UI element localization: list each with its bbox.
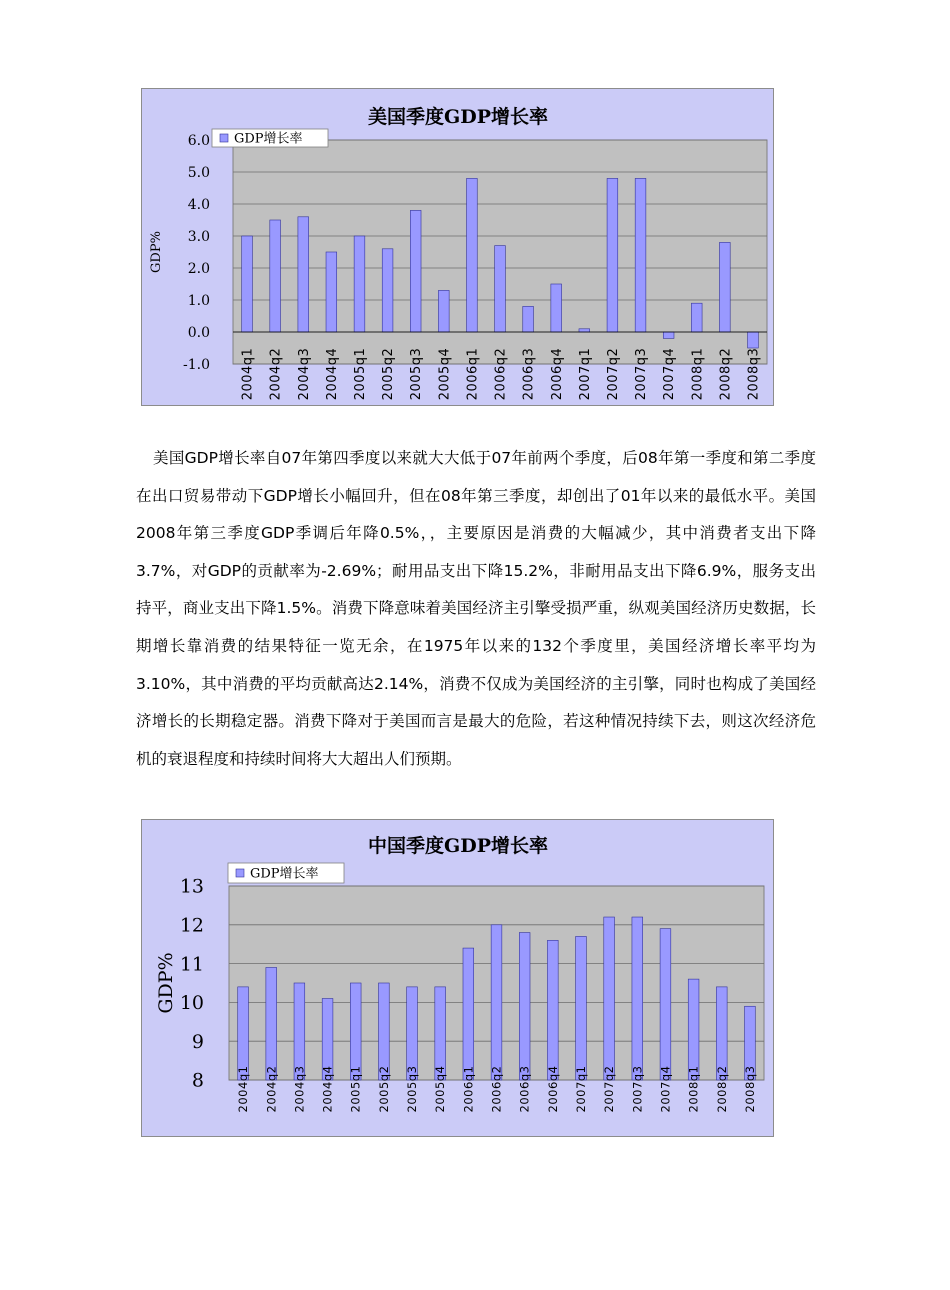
us-x-tick-label: 2007q1 (577, 347, 593, 401)
cn-bar (604, 917, 615, 1080)
us-bar (691, 303, 702, 332)
us-x-tick-label: 2006q1 (465, 347, 481, 401)
cn-x-tick-label: 2008q2 (714, 1065, 729, 1113)
cn-x-tick-label: 2004q2 (264, 1065, 279, 1113)
us-y-tick-label: 5.0 (187, 164, 210, 181)
cn-chart-title: 中国季度GDP增长率 (368, 835, 548, 857)
us-x-tick-label: 2006q3 (521, 347, 537, 401)
us-bar (495, 246, 506, 332)
us-x-tick-label: 2005q2 (381, 347, 397, 401)
us-chart-title: 美国季度GDP增长率 (368, 106, 548, 128)
cn-x-tick-label: 2005q4 (433, 1065, 448, 1113)
us-x-tick-label: 2008q3 (746, 347, 762, 401)
us-y-tick-label: 6.0 (187, 132, 210, 149)
us-bar (748, 332, 759, 348)
cn-x-tick-label: 2005q1 (348, 1065, 363, 1113)
cn-x-tick-label: 2006q2 (489, 1065, 504, 1113)
us-y-tick-label: 4.0 (187, 196, 210, 213)
us-x-tick-label: 2007q2 (605, 347, 621, 401)
us-x-tick-label: 2005q4 (437, 347, 453, 401)
us-y-axis-label: GDP% (149, 231, 164, 273)
us-bar (410, 210, 421, 332)
cn-x-tick-label: 2005q2 (376, 1065, 391, 1113)
cn-bar (688, 979, 699, 1080)
cn-bar (547, 940, 558, 1080)
cn-y-tick-label: 8 (191, 1069, 204, 1092)
cn-x-tick-label: 2006q1 (461, 1065, 476, 1113)
us-bar (579, 329, 590, 332)
cn-y-axis-label: GDP% (155, 952, 177, 1014)
us-bar (663, 332, 674, 338)
us-bar (298, 217, 309, 332)
us-y-tick-label: -1.0 (183, 356, 210, 373)
cn-y-tick-label: 12 (179, 914, 204, 937)
us-x-tick-label: 2008q1 (690, 347, 706, 401)
us-bar (242, 236, 253, 332)
us-x-tick-label: 2004q3 (296, 347, 312, 401)
us-y-tick-label: 0.0 (187, 324, 210, 341)
cn-x-tick-label: 2006q4 (545, 1065, 560, 1113)
cn-x-tick-label: 2004q4 (320, 1065, 335, 1113)
body-paragraph: 美国GDP增长率自07年第四季度以来就大大低于07年前两个季度，后08年第一季度和第二季度在出口贸易带动下GDP增长小幅回升，但在08年第三季度，却创出了01年以来的最低水平。美国2008年第三季度GDP季调后年降0.5%，，主要原因是消费的大幅减少，其中消费者支出下降3.7%，对GDP的贡献率为-2.69%；耐用品支出下降15.2%，非耐用品支出下降6.9%，服务支出持平，商业支出下降1.5%。消费下降意味着美国经济主引擎受损严重，纵观美国经济历史数据，长期增长靠消费的结果特征一览无余，在1975年以来的132个季度里，美国经济增长率平均为3.10%，其中消费的平均贡献高达2.14%，消费不仅成为美国经济的主引擎，同时也构成了美国经济增长的长期稳定器。消费下降对于美国而言是最大的危险，若这种情况持续下去，则这次经济危机的衰退程度和持续时间将大大超出人们预期。 (136, 449, 816, 768)
us-x-tick-label: 2006q2 (493, 347, 509, 401)
us-x-tick-label: 2004q1 (240, 347, 256, 401)
china-gdp-chart (141, 819, 774, 1137)
us-legend-swatch (220, 134, 228, 142)
cn-bar (519, 933, 530, 1080)
cn-bar (350, 983, 361, 1080)
cn-chart-svg (142, 820, 775, 1138)
cn-x-tick-label: 2006q3 (517, 1065, 532, 1113)
cn-legend-label: GDP增长率 (250, 866, 319, 882)
cn-x-tick-label: 2005q3 (405, 1065, 420, 1113)
cn-x-tick-label: 2004q1 (236, 1065, 251, 1113)
us-legend-label: GDP增长率 (234, 131, 303, 147)
cn-bar (294, 983, 305, 1080)
us-bar (438, 290, 449, 332)
cn-bar (660, 929, 671, 1080)
us-x-tick-label: 2006q4 (549, 347, 565, 401)
cn-bar (463, 948, 474, 1080)
us-bar (635, 178, 646, 332)
cn-bar (266, 967, 277, 1080)
us-bar (720, 242, 731, 332)
cn-bar (491, 925, 502, 1080)
cn-bar (379, 983, 390, 1080)
us-y-tick-label: 3.0 (187, 228, 210, 245)
cn-bar (576, 936, 587, 1080)
us-x-tick-label: 2007q4 (662, 347, 678, 401)
cn-bar (632, 917, 643, 1080)
cn-x-tick-label: 2004q3 (292, 1065, 307, 1113)
us-bar (326, 252, 337, 332)
us-bar (607, 178, 618, 332)
us-x-tick-label: 2007q3 (634, 347, 650, 401)
us-bar (354, 236, 365, 332)
us-gdp-chart (141, 88, 774, 406)
us-bar (382, 249, 393, 332)
us-x-tick-label: 2008q2 (718, 347, 734, 401)
us-bar (270, 220, 281, 332)
us-bar (551, 284, 562, 332)
us-x-tick-label: 2004q2 (268, 347, 284, 401)
cn-x-tick-label: 2007q1 (573, 1065, 588, 1113)
us-x-tick-label: 2005q3 (409, 347, 425, 401)
cn-x-tick-label: 2007q2 (602, 1065, 617, 1113)
us-x-tick-label: 2005q1 (353, 347, 369, 401)
cn-x-tick-label: 2007q3 (630, 1065, 645, 1113)
cn-y-tick-label: 10 (179, 992, 204, 1015)
cn-x-tick-label: 2008q1 (686, 1065, 701, 1113)
cn-y-tick-label: 11 (179, 953, 204, 976)
us-y-tick-label: 1.0 (187, 292, 210, 309)
cn-legend-swatch (236, 869, 244, 877)
us-chart-svg (142, 89, 775, 407)
cn-y-tick-label: 13 (179, 875, 204, 898)
us-bar (467, 178, 478, 332)
us-x-tick-label: 2004q4 (324, 347, 340, 401)
us-y-tick-label: 2.0 (187, 260, 210, 277)
cn-y-tick-label: 9 (191, 1030, 204, 1053)
cn-x-tick-label: 2007q4 (658, 1065, 673, 1113)
us-bar (523, 306, 534, 332)
cn-x-tick-label: 2008q3 (742, 1065, 757, 1113)
